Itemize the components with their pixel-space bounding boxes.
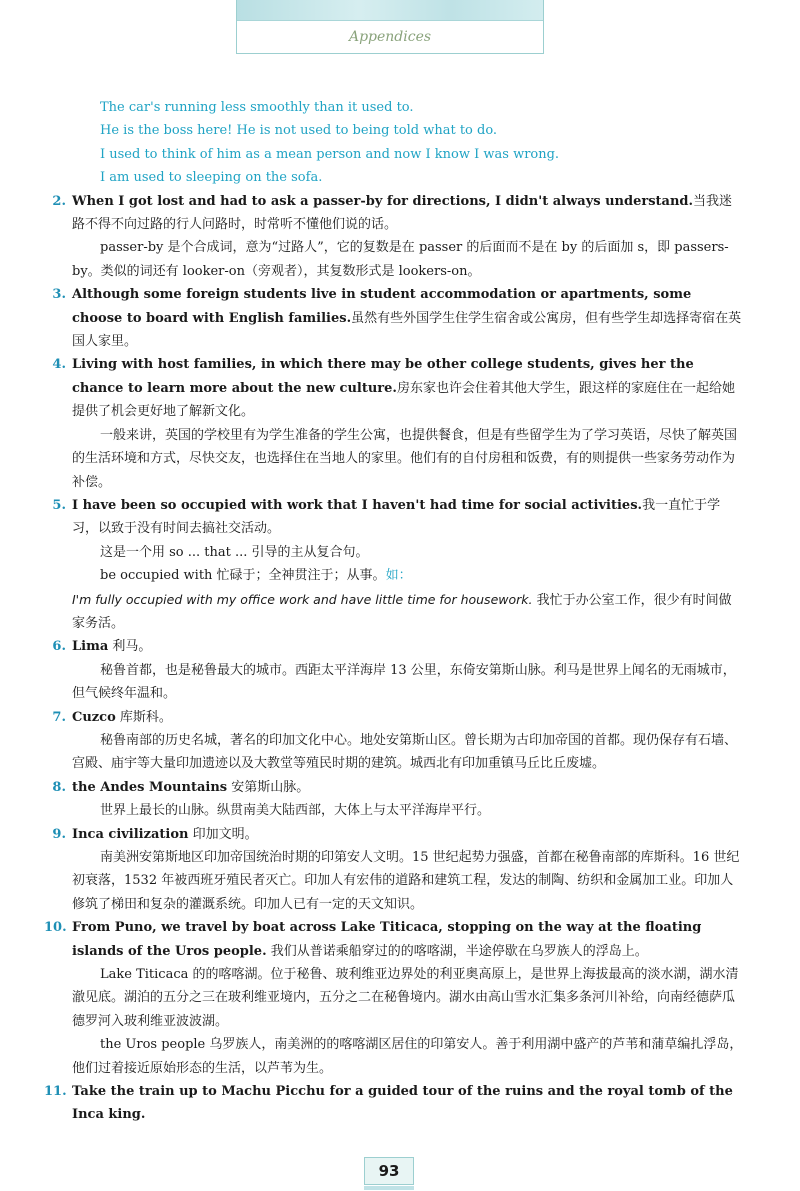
item-english: I have been so occupied with work that I haven't had time for social activities. xyxy=(72,497,643,513)
item-chinese: 虽然有些外国学生住学生宿舍或公寓房，但有些学生却选择寄宿在英国人家里。 xyxy=(72,310,742,350)
note-item-10 xyxy=(44,916,744,1080)
item-explanation: 世界上最长的山脉。纵贯南美大陆西部，大体上与太平洋海岸平行。 xyxy=(100,803,491,819)
item-explanation: 秘鲁南部的历史名城，著名的印加文化中心。地处安第斯山区。曾长期为古印加帝国的首都。现仍保存有石墙、宫殿、庙宇等大量印加遗迹以及大教堂等殖民时期的建筑。城西北有印加重镇马丘比丘废墟。 xyxy=(72,732,738,772)
item-number: 9. xyxy=(52,826,66,842)
item-explanation: be occupied with 忙碌于；全神贯注于；从事。 xyxy=(100,568,386,584)
note-item-3 xyxy=(44,283,744,353)
note-item-11 xyxy=(44,1080,744,1127)
item-number: 7. xyxy=(52,709,66,725)
note-item-7 xyxy=(44,706,744,776)
item-number: 5. xyxy=(52,497,66,513)
note-item-2 xyxy=(44,190,744,284)
section-banner xyxy=(236,0,544,54)
item-chinese: 我一直忙于学习，以致于没有时间去搞社交活动。 xyxy=(72,497,721,537)
example-translation: 我忙于办公室工作，很少有时间做家务活。 xyxy=(72,592,732,631)
item-number: 8. xyxy=(52,779,66,795)
item-chinese: 安第斯山脉。 xyxy=(231,779,310,795)
item-english: Inca civilization xyxy=(72,826,189,842)
example-line: I am used to sleeping on the sofa. xyxy=(100,170,323,186)
example-line: He is the boss here! He is not used to being told what to do. xyxy=(100,123,498,139)
item-explanation: 秘鲁首都，也是秘鲁最大的城市。西距太平洋海岸 13 公里，东倚安第斯山脉。利马是世界上闻名的无雨城市，但气候终年温和。 xyxy=(72,662,736,702)
item-number: 10. xyxy=(44,920,67,936)
item-explanation: Lake Titicaca 的的喀喀湖。位于秘鲁、玻利维亚边界处的利亚奥高原上，是世界上海拔最高的淡水湖，湖水清澈见底。湖泊的五分之三在玻利维亚境内，五分之二在秘鲁境内。湖水由高山雪水汇集多条河川补给，向南经德萨瓜德罗河入玻利维亚波波湖。 xyxy=(72,967,739,1029)
item-english: Take the train up to Machu Picchu for a guided tour of the ruins and the royal tomb of the Inca king. xyxy=(72,1084,733,1123)
item-english: When I got lost and had to ask a passer-by for directions, I didn't always understand. xyxy=(72,193,694,209)
item-chinese: 我们从普诺乘船穿过的的喀喀湖，半途停歇在乌罗族人的浮岛上。 xyxy=(270,943,648,959)
item-explanation: 一般来讲，英国的学校里有为学生准备的学生公寓，也提供餐食，但是有些留学生为了学习英语，尽快了解英国的生活环境和方式，尽快交友，也选择住在当地人的家里。他们有的自付房租和饭费，有的则提供一些家务劳动作为补偿。 xyxy=(72,427,738,490)
example-sentence: I'm fully occupied with my office work and have little time for housework. xyxy=(72,591,533,607)
item-number: 11. xyxy=(44,1084,67,1100)
section-title: Appendices xyxy=(348,29,432,45)
note-item-6 xyxy=(44,635,744,705)
example-prefix: 如： xyxy=(385,568,412,584)
item-chinese: 当我迷路不得不向过路的行人问路时，时常听不懂他们说的话。 xyxy=(72,193,733,233)
item-chinese: 房东家也许会住着其他大学生，跟这样的家庭住在一起给她提供了机会更好地了解新文化。 xyxy=(72,380,735,420)
item-explanation: passer-by 是个合成词，意为“过路人”，它的复数是在 passer 的后面而不是在 by 的后面加 s，即 passers-by。类似的词还有 looker-on（旁观者），其复数形式是 lookers-on。 xyxy=(72,240,729,279)
note-item-8 xyxy=(44,776,744,823)
example-line: The car's running less smoothly than it used to. xyxy=(100,100,414,115)
item-explanation: the Uros people 乌罗族人，南美洲的的喀喀湖区居住的印第安人。善于利用湖中盛产的芦苇和蒲草编扎浮岛，他们过着接近原始形态的生活，以芦苇为生。 xyxy=(72,1037,743,1076)
banner-decoration xyxy=(237,0,543,21)
item-number: 2. xyxy=(52,193,66,209)
item-explanation: 南美洲安第斯地区印加帝国统治时期的印第安人文明。15 世纪起势力强盛，首都在秘鲁南部的库斯科。16 世纪初衰落，1532 年被西班牙殖民者灭亡。印加人有宏伟的道路和建筑工程，发达的制陶、纺织和金属加工业。印加人修筑了梯田和复杂的灌溉系统。印加人已有一定的天文知识。 xyxy=(72,850,740,912)
example-line: I used to think of him as a mean person and now I know I was wrong. xyxy=(100,146,560,162)
item-english: the Andes Mountains xyxy=(72,779,228,795)
item-english: Living with host families, in which there may be other college students, gives her the chance to learn more about the new culture. xyxy=(72,357,694,396)
item-number: 6. xyxy=(52,639,66,655)
item-explanation: 这是一个用 so ... that ... 引导的主从复合句。 xyxy=(100,544,369,560)
item-english: From Puno, we travel by boat across Lake Titicaca, stopping on the way at the floating islands of the Uros people. xyxy=(72,920,702,959)
item-english: Cuzco xyxy=(72,709,116,725)
item-chinese: 库斯科。 xyxy=(119,709,172,725)
note-item-9 xyxy=(44,823,744,917)
item-number: 4. xyxy=(52,357,66,373)
page-number: 93 xyxy=(364,1157,414,1185)
item-english: Although some foreign students live in student accommodation or apartments, some choose to board with English families. xyxy=(72,287,692,326)
item-chinese: 利马。 xyxy=(112,639,152,655)
note-item-4 xyxy=(44,353,744,493)
item-chinese: 印加文明。 xyxy=(192,826,258,842)
example-list xyxy=(44,96,744,190)
item-number: 3. xyxy=(52,287,66,303)
page-body xyxy=(44,96,744,1127)
item-english: Lima xyxy=(72,639,109,655)
note-item-5 xyxy=(44,494,744,635)
